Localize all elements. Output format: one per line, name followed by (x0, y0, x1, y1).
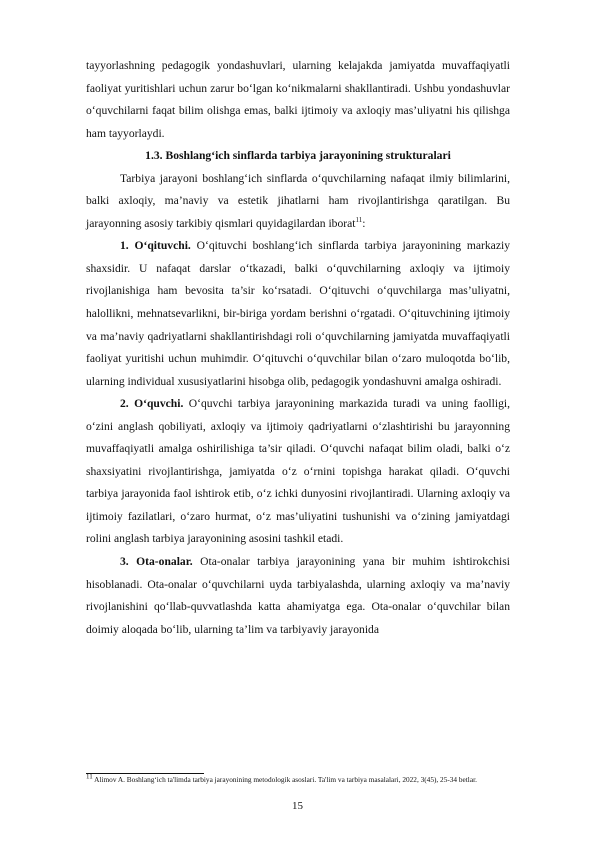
footnote-ref[interactable]: 11 (355, 215, 363, 224)
footnote (86, 772, 510, 785)
paragraph-student (86, 393, 510, 551)
intro-colon: : (362, 216, 366, 230)
paragraph-intro (86, 168, 510, 236)
footnote-text: Alimov A. Boshlang‘ich ta'limda tarbiya jarayonining metodologik asoslari. Ta'lim va tarbiya masalalari, 2022, 3(45), 25-34 betlar. (92, 775, 477, 784)
paragraph-teacher (86, 235, 510, 393)
footnote-divider (86, 773, 204, 774)
intro-text: Tarbiya jarayoni boshlang‘ich sinflarda o‘quvchilarning nafaqat ilmiy bilimlarini, balki axloqiy, ma’naviy va estetik jihatlarni ham rivojlantirishga qaratilgan. Bu jarayonning asosiy tarkibiy qismlari quyidagilardan iborat (86, 171, 510, 230)
item-title-parents: 3. Ota-onalar. (120, 555, 193, 569)
item-text-teacher: O‘qituvchi boshlang‘ich sinflarda tarbiya jarayonining markaziy shaxsidir. U nafaqat darslar o‘tkazadi, balki o‘quvchilarning axloqiy va ijtimoiy rivojlanishiga ham bevosita ta’sir ko‘rsatadi. O‘qituvchi o‘quvchilarga mas’uliyatni, halollikni, mehnatsevarlikni, bir-biriga yordam berishni o‘rgatadi. O‘qituvchining ijtimoiy va ma’naviy qadriyatlarni shakllantirishdagi roli o‘quvchilarning jamiyatda muvaffaqiyatli faoliyat yuritishi uchun muhimdir. O‘qituvchi o‘quvchilar bilan o‘zaro muloqotda bo‘lib, ularning individual xususiyatlarini hisobga olib, pedagogik yondashuvni amalga oshiradi. (86, 239, 510, 388)
section-heading: 1.3. Boshlang‘ich sinflarda tarbiya jarayonining strukturalari (145, 149, 451, 163)
item-title-teacher: 1. O‘qituvchi. (120, 239, 191, 253)
footnote-number: 11 (86, 772, 93, 781)
page-body (86, 55, 510, 641)
item-text-student: O‘quvchi tarbiya jarayonining markazida turadi va uning faolligi, o‘zini anglash qobiliyati, axloqiy va ijtimoiy qadriyatlarni o‘zlashtirishi bu jarayonning muvaffaqiyatli amalga oshirilishiga ta’sir qiladi. O‘quvchi nafaqat bilim oladi, balki o‘z shaxsiyatini rivojlantirishga, jamiyatda o‘z o‘rnini topishga harakat qiladi. O‘quvchi tarbiya jarayonida faol ishtirok etib, o‘z ichki dunyosini rivojlantiradi. Ularning axloqiy va ijtimoiy fazilatlari, o‘zaro hurmat, o‘z mas’uliyatini tushunishi va o‘zining jamiyatdagi rolini anglash tarbiya jarayonining asosini tashkil etadi. (86, 397, 510, 546)
paragraph-parents (86, 551, 510, 641)
item-title-student: 2. O‘quvchi. (120, 397, 184, 411)
item-text-parents: Ota-onalar tarbiya jarayonining yana bir muhim ishtirokchisi hisoblanadi. Ota-onalar o‘quvchilarni uyda tarbiyalashda, ularning axloqiy va ma’naviy rivojlanishini qo‘llab-quvvatlashda katta ahamiyatga ega. Ota-onalar o‘quvchilar bilan doimiy aloqada bo‘lib, ularning ta’lim va tarbiyaviy jarayonida (86, 555, 510, 636)
page-number: 15 (292, 800, 303, 812)
paragraph-continuation: tayyorlashning pedagogik yondashuvlari, ularning kelajakda jamiyatda muvaffaqiyatli faoliyat yuritishlari uchun zarur bo‘lgan ko‘nikmalarni shakllantiradi. Ushbu yondashuvlar o‘quvchilarni faqat bilim olishga emas, balki ijtimoiy va axloqiy mas’uliyatni his qilishga ham tayyorlaydi. (86, 59, 510, 140)
